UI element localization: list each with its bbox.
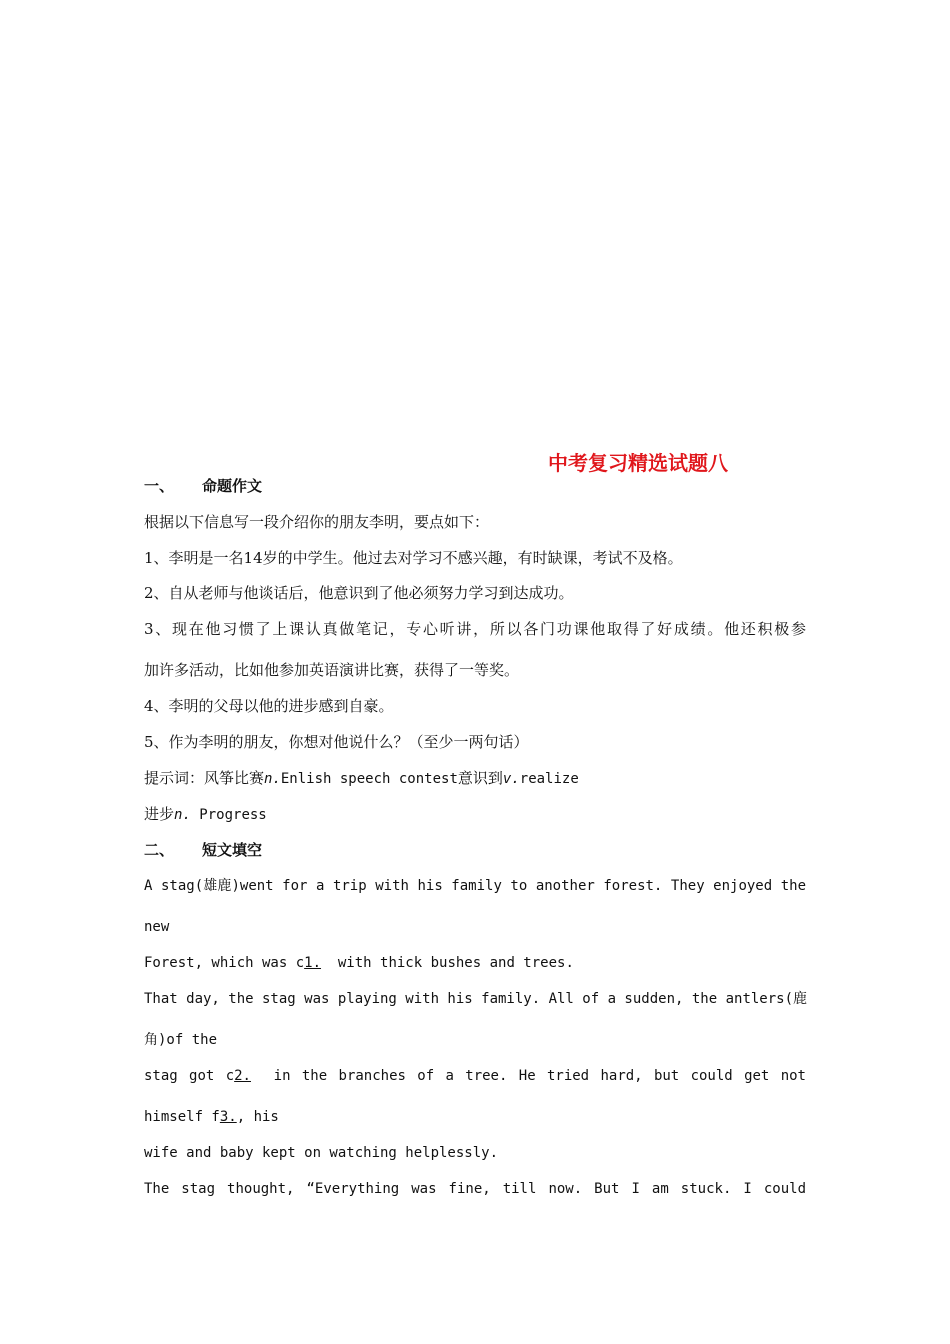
passage-line-6: wife and baby kept on watching helplessly. [144, 1145, 499, 1161]
hint-line-2 [144, 804, 267, 825]
hint2-term-progress: Progress [190, 807, 267, 823]
point-4: 4、李明的父母以他的进步感到自豪。 [144, 697, 394, 715]
passage-line-7: The stag thought, “Everything was fine, till now. But I am stuck. I could [144, 1181, 806, 1197]
hint-mid: 意识到 [457, 769, 503, 787]
passage-line-1-cont: new [144, 919, 170, 935]
passage-text: in the branches of a tree. He tried hard, but could get not [250, 1068, 806, 1084]
point-2: 2、自从老师与他谈话后，他意识到了他必须努力学习到达成功。 [144, 584, 574, 602]
point-1: 1、李明是一名14岁的中学生。他过去对学习不感兴趣，有时缺课，考试不及格。 [144, 549, 683, 567]
passage-line-3-cont: 角)of the [144, 1032, 218, 1048]
passage-text: Forest, which was c [144, 955, 305, 971]
passage-line-2 [144, 953, 574, 973]
blank-1[interactable]: 1. [304, 955, 322, 971]
section-2-title: 短文填空 [202, 841, 263, 859]
section-1-number: 一、 [144, 477, 175, 495]
point-3-line-2: 加许多活动，比如他参加英语演讲比赛，获得了一等奖。 [144, 661, 520, 679]
hint2-pos-noun: n. [174, 807, 191, 823]
section-1-heading [144, 476, 262, 496]
passage-line-1: A stag(雄鹿)went for a trip with his family to another forest. They enjoyed the [144, 878, 806, 894]
passage-line-3: That day, the stag was playing with his family. All of a sudden, the antlers(鹿 [144, 991, 808, 1007]
section-2-number: 二、 [144, 841, 175, 859]
section-1-title: 命题作文 [202, 477, 263, 495]
passage-line-5 [144, 1107, 279, 1127]
point-3-line-1: 3、现在他习惯了上课认真做笔记，专心听讲，所以各门功课他取得了好成绩。他还积极参 [144, 620, 806, 638]
section-1-intro: 根据以下信息写一段介绍你的朋友李明，要点如下： [144, 513, 490, 531]
passage-text: himself f [144, 1109, 220, 1125]
hint-line-1 [144, 768, 579, 789]
passage-text: with thick bushes and trees. [321, 955, 574, 971]
blank-3[interactable]: 3. [219, 1109, 237, 1125]
hint2-prefix: 进步 [144, 805, 175, 823]
passage-text: stag got c [144, 1068, 235, 1084]
hint-prefix: 提示词：风筝比赛 [144, 769, 265, 787]
hint-pos-verb: v. [502, 771, 520, 787]
hint-term-realize: realize [519, 771, 579, 787]
hint-term-speech-contest: Enlish speech contest [280, 771, 458, 787]
point-5: 5、作为李明的朋友，你想对他说什么？（至少一两句话） [144, 733, 529, 751]
hint-pos-noun: n. [264, 771, 281, 787]
section-2-heading [144, 840, 262, 860]
passage-text: , his [236, 1109, 279, 1125]
document-title: 中考复习精选试题八 [548, 451, 728, 475]
passage-line-4 [144, 1066, 806, 1086]
blank-2[interactable]: 2. [234, 1068, 251, 1084]
